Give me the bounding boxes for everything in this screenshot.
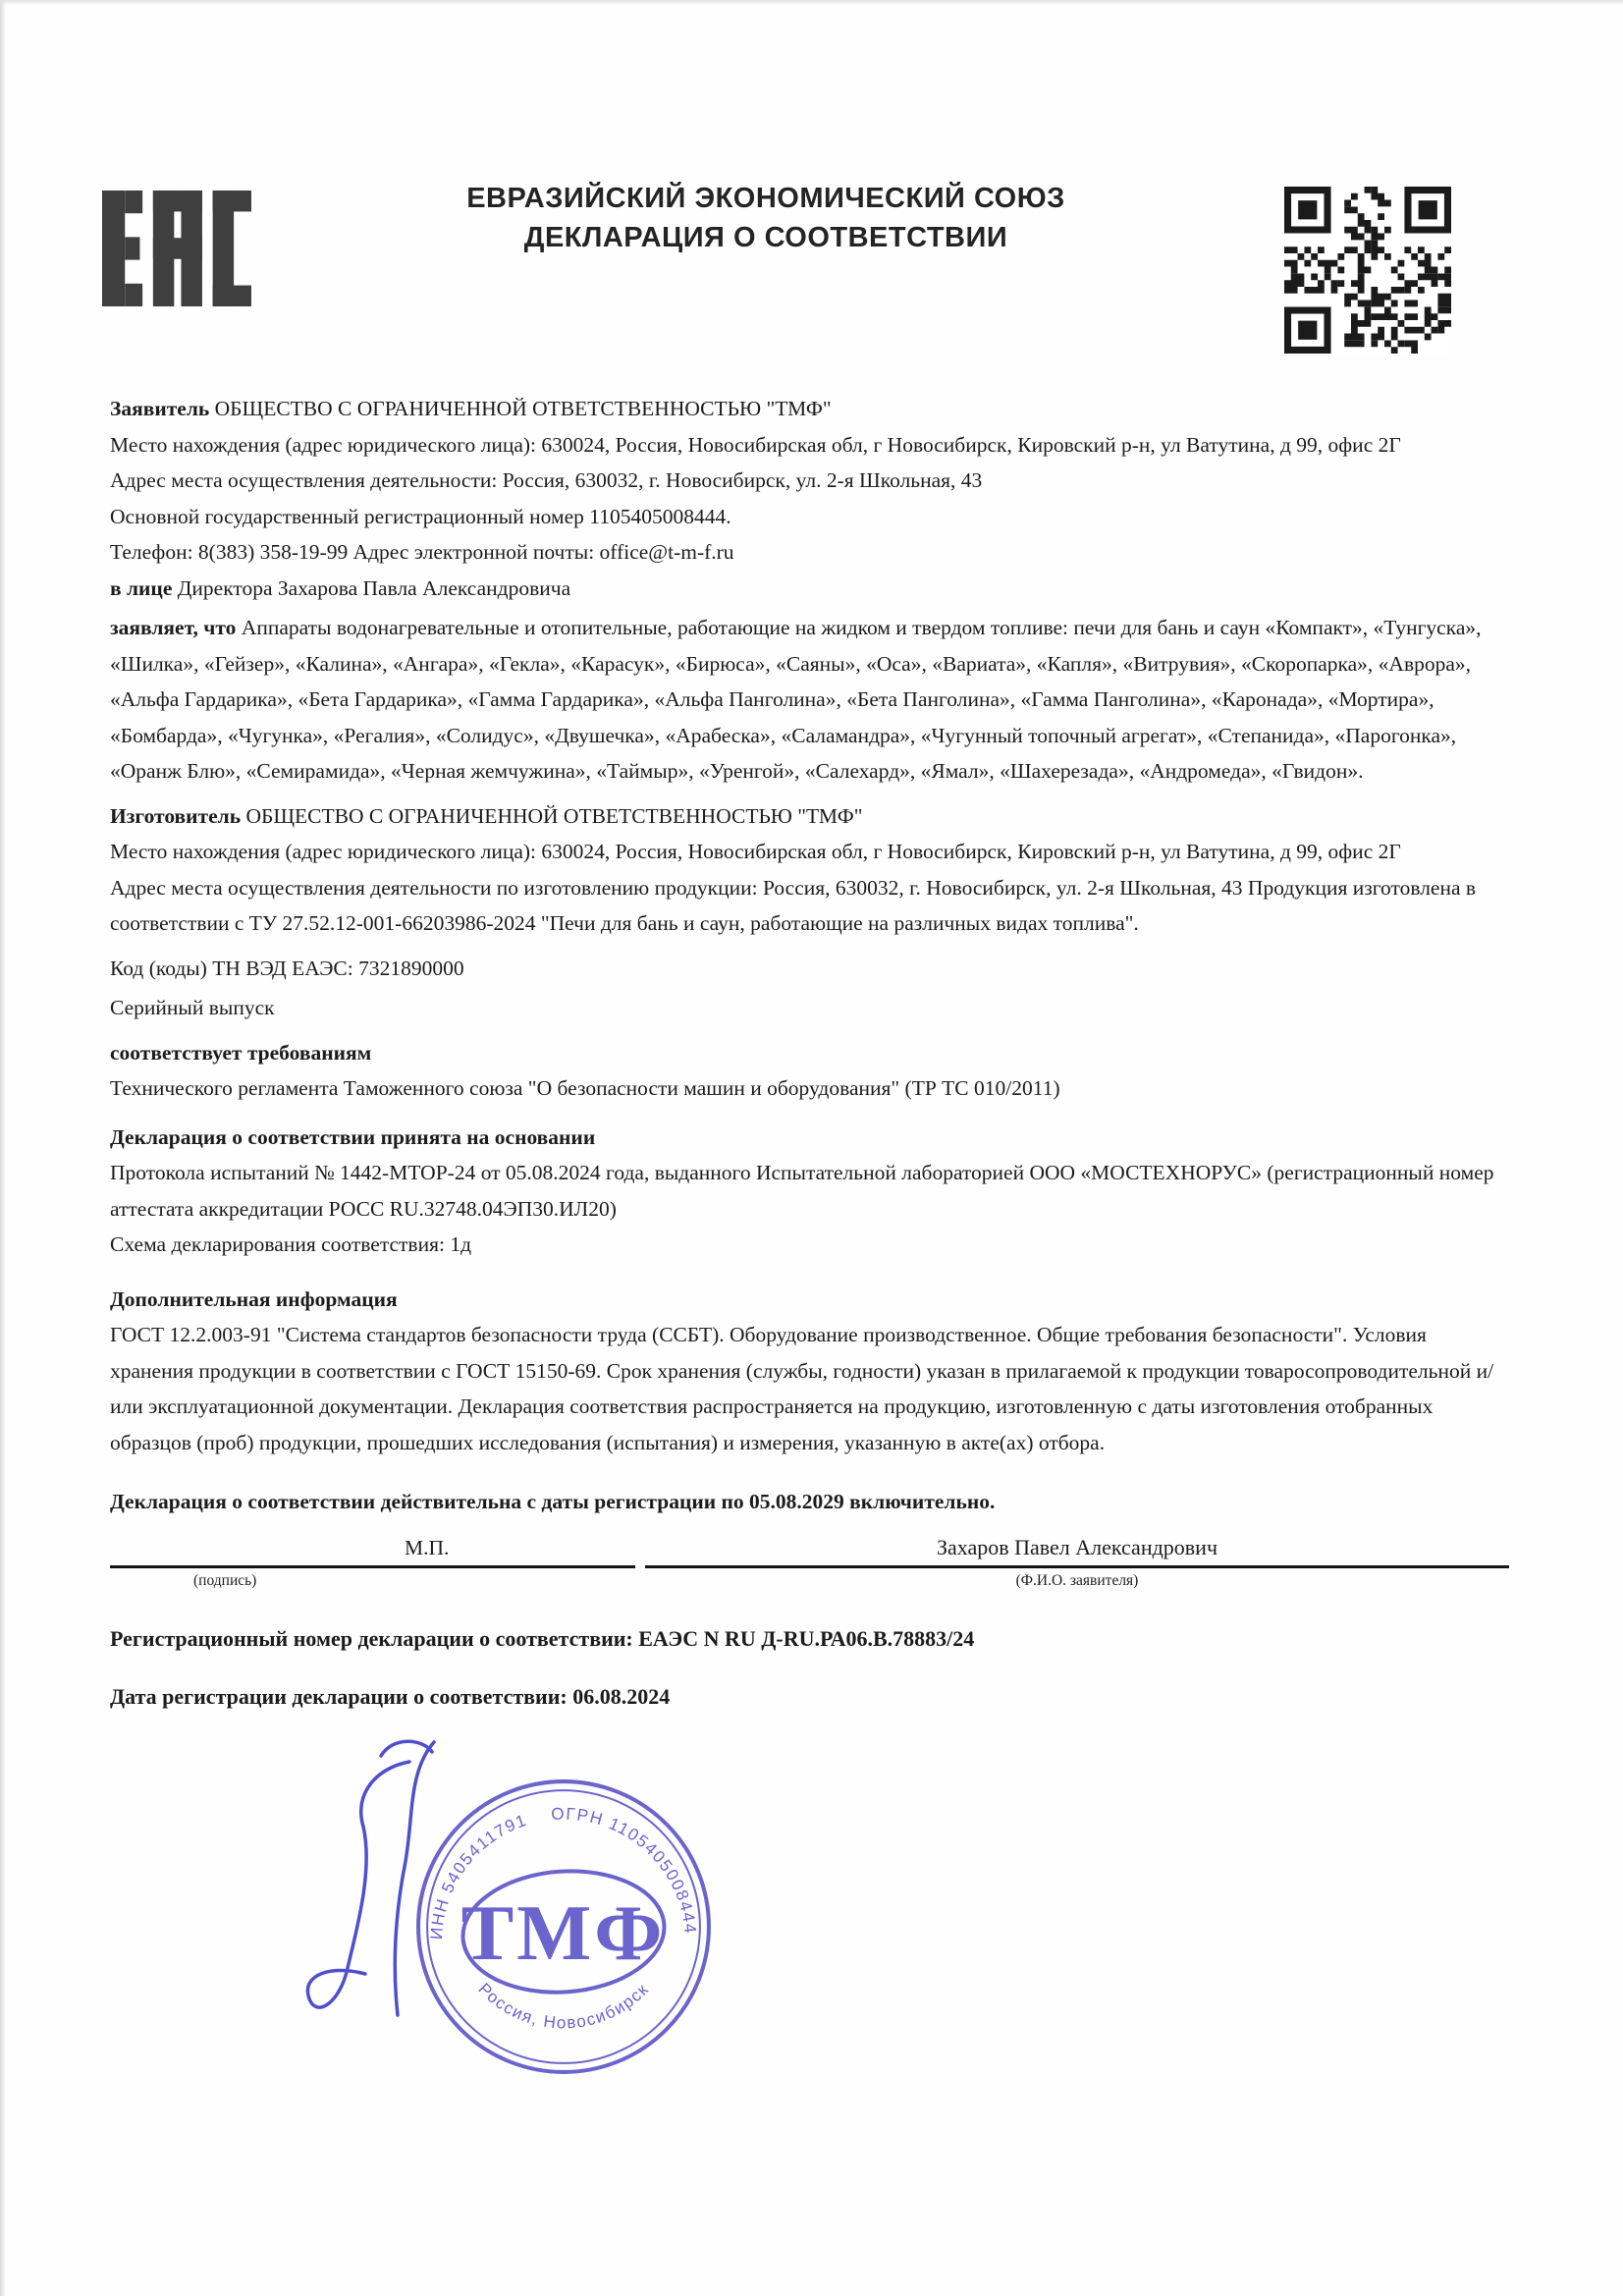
stamp-inn: ИНН 5405411791 [427, 1810, 530, 1941]
basis-scheme: Схема декларирования соответствия: 1д [110, 1232, 472, 1256]
additional-body: ГОСТ 12.2.003-91 "Система стандартов безопасности труда (ССБТ). Оборудование производственное. Общие требования безопасности". Условия хранения продукции в соответствии с ГОСТ 15150-69. Срок хранения (службы, годности) указан в прилагаемой к продукции товаросопроводительной и/или эксплуатационной документации. Декларация соответствия распространяется на продукцию, изготовленную с даты изготовления отобранных образцов (проб) продукции, прошедших исследования (испытания) и измерения, указанную в акте(ах) отбора. [110, 1323, 1494, 1454]
qr-code-icon [1284, 187, 1451, 354]
signature-caption: (подпись) [193, 1571, 257, 1589]
eac-mark-icon [102, 183, 251, 314]
serial-line: Серийный выпуск [110, 996, 275, 1019]
handwritten-signature [287, 1732, 493, 2037]
manufacturer-legal-address: Место нахождения (адрес юридического лица): 630024, Россия, Новосибирская обл, г Новосибирск, Кировский р-н, ул Ватутина, д 99, офис 2Г [110, 840, 1401, 863]
manufacturer-line [110, 798, 1509, 835]
additional-heading: Дополнительная информация [110, 1286, 398, 1311]
applicant-representative [110, 571, 1509, 607]
tnved-code-line: Код (коды) ТН ВЭД ЕАЭС: 7321890000 [110, 956, 464, 980]
signature-block [110, 1530, 1509, 1594]
qr-code [1284, 187, 1451, 358]
applicant-legal-address: Место нахождения (адрес юридического лица): 630024, Россия, Новосибирская обл, г Новосибирск, Кировский р-н, ул Ватутина, д 99, офис 2Г [110, 432, 1401, 457]
stamp-ogrn: ОГРН 1105405008444 [550, 1804, 700, 1936]
in-person-text: Директора Захарова Павла Александровича [177, 575, 571, 600]
manufacturer-name: ОБЩЕСТВО С ОГРАНИЧЕННОЙ ОТВЕТСТВЕННОСТЬЮ "ТМФ" [245, 803, 863, 828]
compliance-body: Технического регламента Таможенного союза "О безопасности машин и оборудования" (ТР ТС 010/2011) [110, 1076, 1060, 1100]
eac-logo [102, 183, 251, 319]
applicant-contacts: Телефон: 8(383) 358-19-99 Адрес электронной почты: office@t-m-f.ru [110, 540, 734, 564]
in-person-label: в лице [110, 575, 173, 600]
basis-heading: Декларация о соответствии принята на основании [110, 1124, 596, 1149]
compliance-heading: соответствует требованиям [110, 1040, 372, 1065]
signature-stroke-icon [287, 1732, 493, 2032]
registration-number-line: Регистрационный номер декларации о соответствии: ЕАЭС N RU Д-RU.РА06.В.78883/24 [110, 1625, 975, 1651]
fio-caption: (Ф.И.О. заявителя) [1015, 1571, 1139, 1589]
stamp-place-label: М.П. [405, 1535, 450, 1559]
signature-left-column [110, 1530, 635, 1594]
title-line2: ДЕКЛАРАЦИЯ О СООТВЕТСТВИИ [523, 222, 1008, 253]
page-title [285, 179, 1247, 257]
stamp-center-text: ТМФ [460, 1889, 667, 1978]
validity-line: Декларация о соответствии действительна с даты регистрации по 05.08.2029 включительно. [110, 1490, 996, 1513]
title-line1: ЕВРАЗИЙСКИЙ ЭКОНОМИЧЕСКИЙ СОЮЗ [466, 183, 1065, 214]
applicant-line [110, 391, 1509, 427]
document-body [110, 391, 1509, 1716]
scan-edge [0, 0, 1623, 5]
basis-body: Протокола испытаний № 1442-МТОР-24 от 05.08.2024 года, выданного Испытательной лабораторией ООО «МОСТЕХНОРУС» (регистрационный номер аттестата аккредитации РОСС RU.32748.04ЭП30.ИЛ20) [110, 1161, 1494, 1221]
scan-edge [0, 0, 6, 2296]
manufacturer-activity-address: Адрес места осуществления деятельности по изготовлению продукции: Россия, 630032, г. Новосибирск, ул. 2-я Школьная, 43 Продукция изготовлена в соответствии с ТУ 27.52.12-001-66203986-2024 "Печи для бань и саун, работающие на различных видах топлива". [110, 875, 1477, 935]
declares-label: заявляет, что [110, 616, 237, 639]
applicant-ogrn: Основной государственный регистрационный номер 1105405008444. [110, 504, 731, 528]
declares-paragraph [110, 610, 1509, 790]
declares-text: Аппараты водонагревательные и отопительные, работающие на жидком и твердом топливе: печи для бань и саун «Компакт», «Тунгуска», «Шилка», «Гейзер», «Калина», «Ангара», «Гекла», «Карасук», «Бирюса», «Саяны», «Оса», «Вариата», «Капля», «Витрувия», «Скоропарка», «Аврора», «Альфа Гардарика», «Бета Гардарика», «Гамма Гардарика», «Альфа Панголина», «Бета Панголина», «Гамма Панголина», «Каронада», «Мортира», «Бомбарда», «Чугунка», «Регалия», «Солидус», «Двушечка», «Арабеска», «Саламандра», «Чугунный топочный агрегат», «Степанида», «Парогонка», «Оранж Блю», «Семирамида», «Черная жемчужина», «Таймыр», «Уренгой», «Салехард», «Ямал», «Шахерезада», «Андромеда», «Гвидон». [110, 616, 1482, 783]
applicant-name: ОБЩЕСТВО С ОГРАНИЧЕННОЙ ОТВЕТСТВЕННОСТЬЮ "ТМФ" [214, 397, 832, 420]
registration-date-line: Дата регистрации декларации о соответствии: 06.08.2024 [110, 1684, 671, 1709]
applicant-label: Заявитель [110, 397, 210, 420]
manufacturer-label: Изготовитель [110, 803, 242, 828]
declarant-name: Захаров Павел Александрович [936, 1534, 1218, 1559]
signature-right-column [645, 1530, 1509, 1594]
applicant-activity-address: Адрес места осуществления деятельности: Россия, 630032, г. Новосибирск, ул. 2-я Школьная, 43 [110, 468, 983, 492]
stamp-location: Россия, Новосибирск [474, 1979, 653, 2033]
